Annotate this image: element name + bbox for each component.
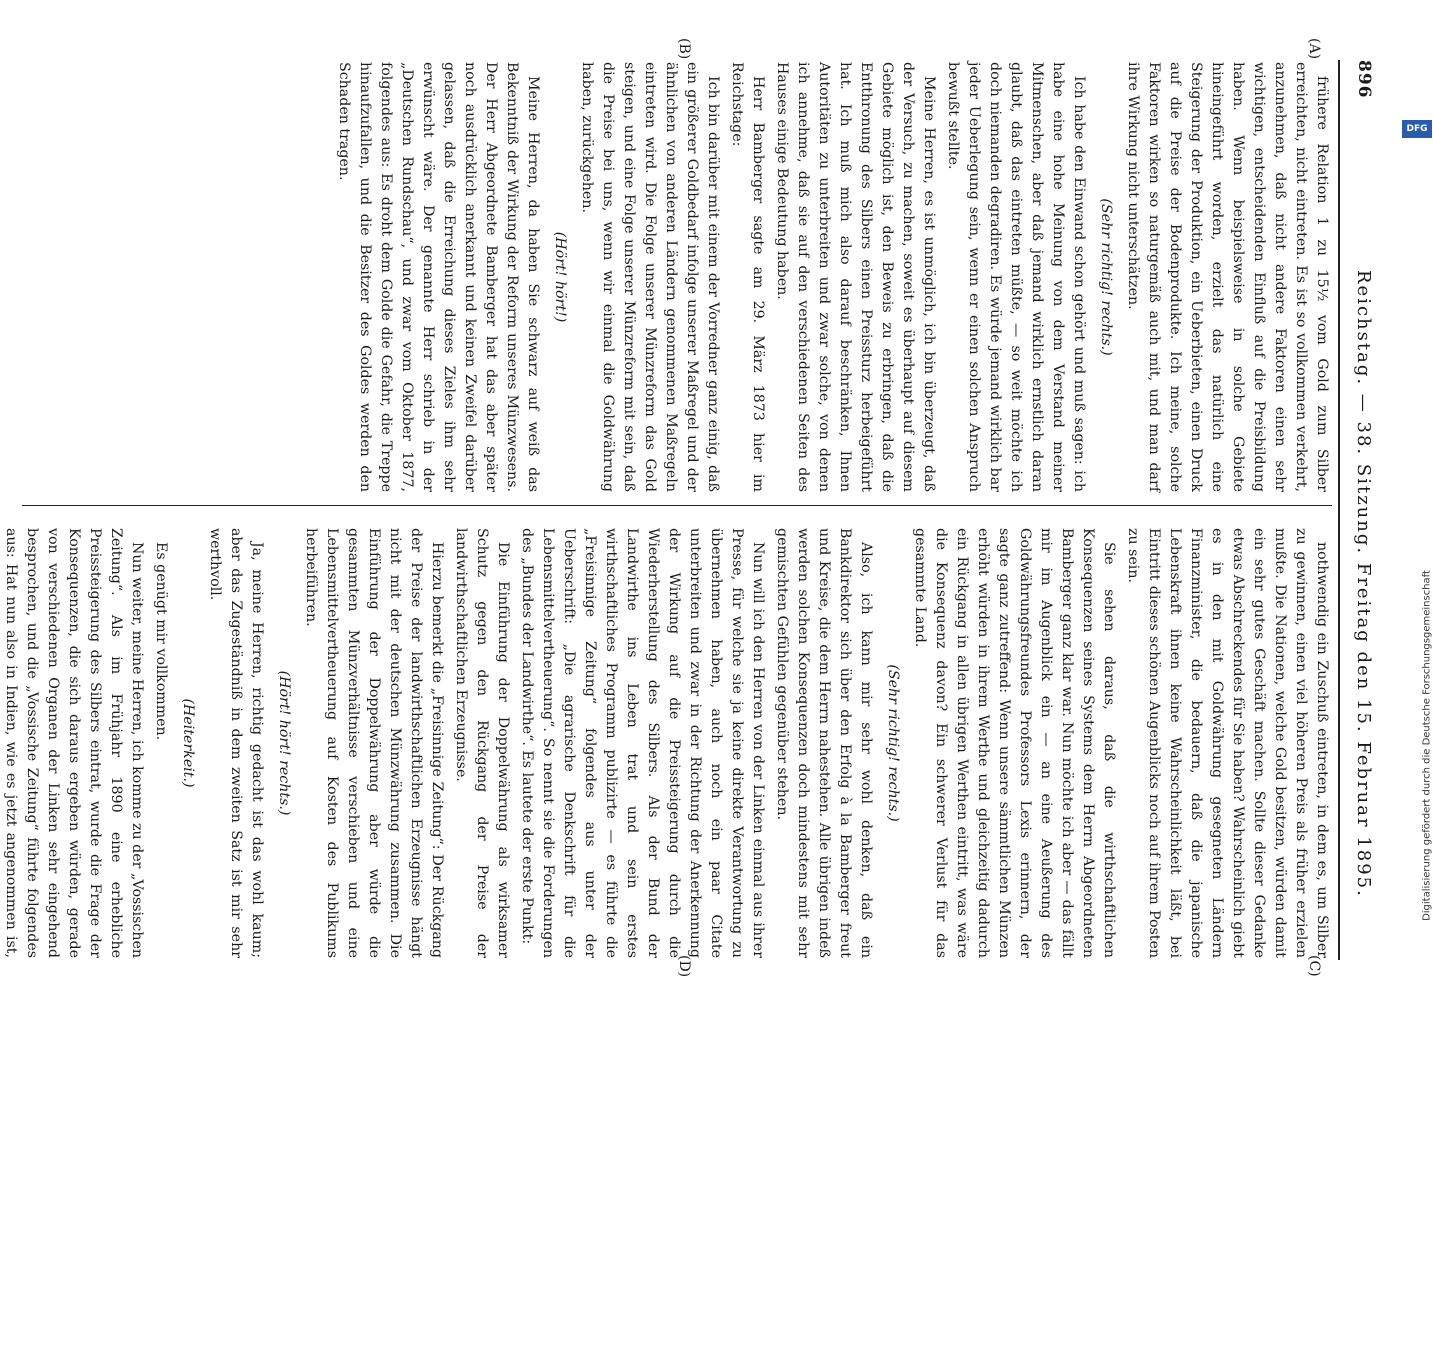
interjection: (Hört! hört! rechts.)	[276, 670, 292, 816]
paragraph: Meine Herren, da haben Sie schwarz auf weiß das Bekenntniß der Wirkung der Reform unseres Münzwesens. Der Herr Abgeordnete Bamberger hat das aber später noch ausdrücklich anerkannt und keinen Zweifel darüber gelassen, daß die Erreichung dieses Zieles ihm sehr erwünscht wäre. Der genannte Herr schrieb in der „Deutschen Rundschau“, und zwar vom Oktober 1877, folgendes aus: Es droht dem Golde die Gefahr, die Treppe hinaufzufallen, und die Besitzer des Goldes werden den Schaden tragen.	[336, 62, 541, 492]
paragraph: Ja, meine Herren, richtig gedacht ist das wohl kaum; aber das Zugeständniß in dem zweiten Satz ist mir sehr werthvoll.	[207, 528, 265, 958]
margin-marker-d: (D)	[676, 955, 692, 978]
column-rule	[22, 505, 1332, 506]
margin-marker-b: (B)	[676, 38, 692, 60]
digitization-note	[1406, 124, 1433, 1340]
margin-marker-a: (A)	[1306, 38, 1322, 60]
digitization-credit: Digitalisierung gefördert durch die Deutsche Forschungsgemeinschaft	[1421, 570, 1433, 921]
paragraph: Also, ich kann mir sehr wohl denken, daß ein Bankdirektor sich über den Erfolg à la Bamberger freut und Kreise, die dem Herrn nahestehen. Alle übrigen indeß werden solchen Konsequenzen doch mindestens mit sehr gemischten Gefühlen gegenüber stehen.	[774, 528, 874, 958]
page-number: 896	[1354, 60, 1374, 99]
interjection: (Sehr richtig! rechts.)	[885, 664, 901, 822]
paragraph: nothwendig ein Zuschuß eintreten, in dem es, um Silber zu gewinnen, einen viel höheren Preis als früher erzielen mußte. Die Nationen, welche Gold besitzen, würden damit ein sehr gutes Geschäft machen. Sollte dieser Gedanke etwas Abschreckendes für Sie haben? Wahrscheinlich giebt es in den mit Goldwährung gesegneten Ländern Finanzminister, die bedauern, daß die japanische Lebenskraft ihnen keine Wahrscheinlichkeit läßt, bei Eintritt dieses schönen Augenblicks noch auf ihrem Posten zu sein.	[1125, 528, 1330, 958]
paragraph: frühere Relation 1 zu 15½ vom Gold zum Silber erreichten, nicht eintreten. Es ist so vollkommen verkehrt, anzunehmen, daß nicht andere Faktoren einen sehr wichtigen, entscheidenden Einfluß auf die Preisbildung haben. Wenn beispielsweise in solche Gebiete hineingeführt worden, erzielt das natürlich eine Steigerung der Produktion, ein Ueberbieten, einen Druck auf die Preise der Bodenprodukte. Ich meine, solche Faktoren wirken so naturgemäß auch mit, und man darf ihre Wirkung nicht unterschätzen.	[1125, 62, 1330, 492]
left-column	[32, 62, 1332, 492]
paragraph: Es genügt mir vollkommen.	[153, 542, 169, 741]
paragraph: Ich habe den Einwand schon gehört und muß sagen: ich habe eine hohe Meinung von dem Verstand meiner Mitmenschen, aber daß jemand wirklich ernstlich daran glaubt, daß das eintreten müßte, — so weit möchte ich doch niemanden degradiren. Es würde jemand wirklich bar jeder Ueberlegung sein, wenn er einen solchen Anspruch bewußt stellte.	[945, 62, 1087, 492]
dfg-logo: DFG	[1402, 120, 1432, 138]
running-title: Reichstag. — 38. Sitzung. Freitag den 15. Februar 1895.	[1353, 270, 1374, 898]
paragraph: Sie sehen daraus, daß die wirthschaftlichen Konsequenzen seines Systems dem Herrn Abgeordneten Bamberger ganz klar war. Nun möchte ich aber — das fällt mir im Augenblick ein — an eine Aeußerung des Goldwährungsfreundes Professors Lexis erinnern, der sagte ganz zutreffend: Wenn unsere sämmtlichen Münzen erhöht würden in ihrem Werthe und gleichzeitig dadurch ein Rückgang in allen übrigen Werthen eintritt, was wäre die Konsequenz davon? Ein schwerer Verlust für das gesammte Land.	[912, 528, 1117, 958]
right-column	[3, 528, 1332, 958]
interjection: (Heiterkeit.)	[180, 698, 196, 788]
quotation: Ich bin darüber mit einem der Vorredner ganz einig, daß ein größerer Goldbedarf infolge unserer Maßregel und der ähnlichen von anderen Ländern genommenen Maßregeln eintreten wird. Die Folge unserer Münzreform das Gold steigen, und eine Folge unserer Münzreform mit sein, daß die Preise bei uns, wenn wir einmal die Goldwährung haben, zurückgehen.	[579, 62, 721, 492]
margin-marker-c: (C)	[1306, 955, 1322, 977]
paragraph: Hierzu bemerkt die „Freisinnige Zeitung“: Der Rückgang der Preise der landwirthschaftlichen Erzeugnisse hängt nicht mit der deutschen Münzwährung zusammen. Die Einführung der Doppelwährung aber würde die gesammten Münzverhältnisse verschieben und eine Lebensmittelvertheuerung auf Kosten des Publikums herbeiführen.	[303, 528, 445, 958]
header-rule	[1338, 60, 1340, 960]
quotation: Die Einführung der Doppelwährung als wirksamer Schutz gegen den Rückgang der Preise der landwirthschaftlichen Erzeugnisse.	[453, 528, 511, 958]
interjection: (Sehr richtig! rechts.)	[1098, 198, 1114, 356]
interjection: (Hört! hört!)	[552, 231, 568, 323]
paragraph: Meine Herren, es ist unmöglich, ich bin überzeugt, daß der Versuch, zu machen, soweit es überhaupt auf diesem Gebiete möglich ist, den Beweis zu erbringen, daß die Entthronung des Silbers einen Preissturz herbeigeführt hat. Ich muß mich also darauf beschränken, Ihnen Autoritäten zu unterbreiten und zwar solche, von denen ich annehme, daß sie auf den verschiedenen Seiten des Hauses einige Bedeutung haben.	[774, 62, 937, 492]
paragraph: Herr Bamberger sagte am 29. März 1873 hier im Reichstage:	[729, 62, 766, 492]
page-header	[1338, 60, 1394, 960]
paragraph: Nun will ich den Herren von der Linken einmal aus ihrer Presse, für welche sie ja keine direkte Verantwortung zu übernehmen haben, auch noch ein paar Citate unterbreiten und zwar in der Richtung der Anerkennung der Wirkung auf die Preissteigerung durch die Wiederherstellung des Silbers. Als der Bund der Landwirthe ins Leben trat und sein erstes wirthschaftliches Programm publizirte — es führte die „Freisinnige Zeitung“ folgendes aus unter der Ueberschrift: „Die agrarische Denkschrift für die Lebensmittelvertheuerung“. So nennt sie die Forderungen des „Bundes der Landwirthe“. Es lautete der erste Punkt:	[519, 528, 766, 958]
paragraph: Nun weiter, meine Herren, ich komme zu der „Vossischen Zeitung“. Als im Frühjahr 1890 eine erhebliche Preissteigerung des Silbers eintrat, wurde die Frage der Konsequenzen, die sich daraus ergeben würden, gerade von verschiedenen Organen der Linken sehr eingehend besprochen, und die „Vossische Zeitung“ führte folgendes aus: Hat nun also in Indien, wie es jetzt angenommen ist,	[3, 528, 145, 958]
